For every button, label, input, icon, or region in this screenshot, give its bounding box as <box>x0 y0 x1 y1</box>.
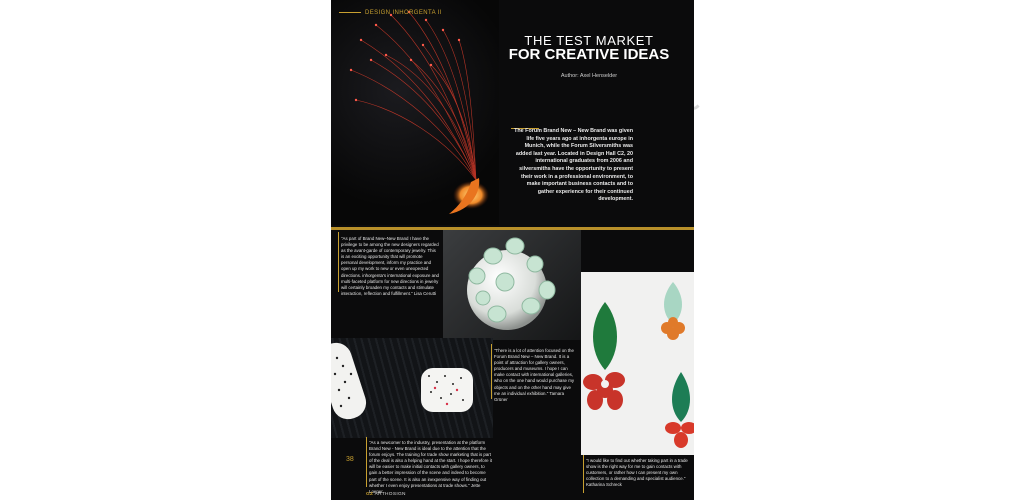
section-label: DESIGN INHORGENTA II <box>339 10 442 16</box>
intro-paragraph: The Forum Brand New – New Brand was given life five years ago at inhorgenta europe in Munich, while the Forum Silversmiths was added last year. Located in Design Hall C2, 20 international graduates from 2006 and silversmiths have the opportunity to present their work in a professional environment, to make important business contacts and to gather experience for their continued development. <box>514 128 633 203</box>
footer-brand-rest: ARTHOSIGN <box>373 492 406 497</box>
quote-accent-rule <box>338 232 339 292</box>
footer-brand-prefix: GZ <box>366 492 374 497</box>
quote-accent-rule <box>491 344 492 399</box>
author-credit: Author: Axel Henselder <box>560 73 618 79</box>
fiber-optic-jewelry-photo <box>331 0 499 225</box>
quote-accent-rule <box>583 455 584 493</box>
dotted-pebble-jewelry-photo <box>331 338 493 438</box>
fiber-optic-illustration <box>331 0 499 225</box>
leaf-pendant-illustration <box>581 272 694 455</box>
page-number: 38 <box>346 456 354 463</box>
ball-sculpture-illustration <box>443 230 581 340</box>
quote-lisa-cerutti: "As part of Brand New–New Brand I have the privilege to be among the new designers regarded as the avant-garde of contemporary jewelry. This is an exciting opportunity that will promote personal development, inform my practice and open up my work to new or even unexpected directions. inhorgenta's international exposure and multi-faceted platform for new directions in jewelry will certainly broaden my contacts and stimulate interaction, reflection and fulfillment." Lisa Cerutti <box>341 236 439 296</box>
quote-tamara-gruener: "There is a lot of attention focused on the Forum Brand New – New Brand. It is a point of attraction for gallery owners, producers and museums. I hope I can make contact with international galleries, who on the one hand would purchase my objects and on the other hand may give me an individual exhibition." Tamara Grüner <box>494 348 575 402</box>
quote-accent-rule <box>366 437 367 487</box>
footer-brand <box>366 492 406 497</box>
leaf-pendant-jewelry-photo <box>581 272 694 455</box>
page-title-line2: FOR CREATIVE IDEAS <box>508 46 670 63</box>
pebble-illustration <box>331 338 493 438</box>
quote-jette-loeper: "As a newcomer to the industry, presentation at the platform Brand New - New Brand is ideal due to the attention that the forum enjoys. The training for trade show marketing that is part of the deal is also a helping hand at the start. I hope therefore it will be easier to make initial contacts with gallery owners, to gain a better impression of the scene and indeed to become part of the scene. It is also an inexpensive way of finding out whether I even enjoy presentations at trade shows." Jette Loeper <box>369 440 493 494</box>
magazine-page <box>331 0 694 500</box>
quote-katharina-schreck: "I would like to find out whether taking part in a trade show is the right way for me to gain contacts with customers, or rather how I can present my own collection to a demanding and specialist audience." Katharina Schreck <box>586 458 688 488</box>
ceramic-ball-sculpture-photo <box>443 230 581 340</box>
page-title-line1: THE TEST MARKET <box>524 33 654 48</box>
